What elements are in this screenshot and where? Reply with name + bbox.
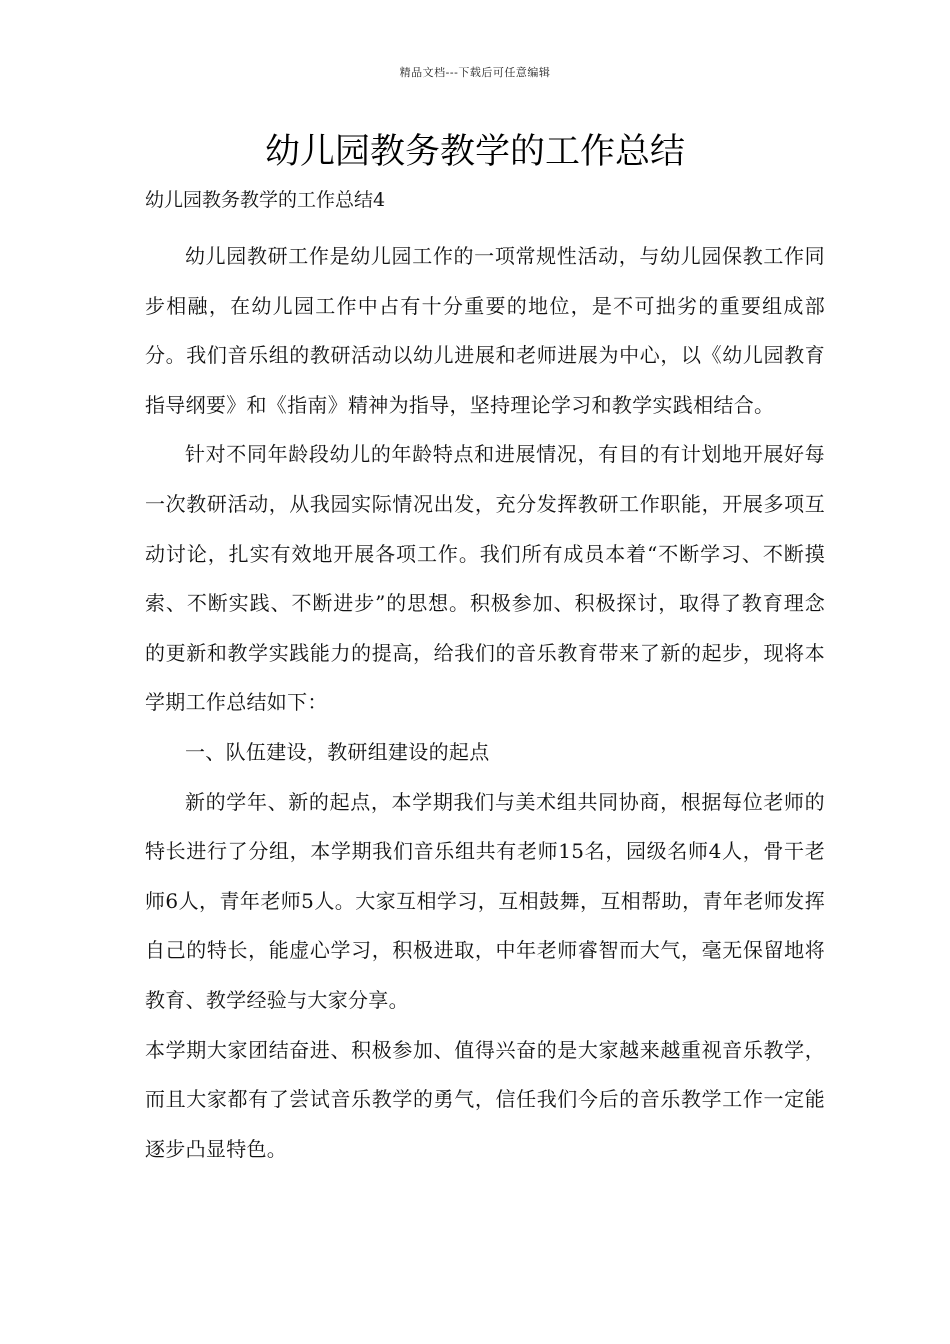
page-header: 精品文档---下载后可任意编辑: [399, 66, 551, 79]
document-title: 幼儿园教务教学的工作总结: [264, 132, 685, 172]
document-subtitle: 幼儿园教务教学的工作总结4: [145, 189, 386, 211]
paragraph-team-building: 新的学年、新的起点，本学期我们与美术组共同协商，根据每位老师的特长进行了分组，本学期我们音乐组共有老师15名，园级名师4人，骨干老师6人，青年老师5人。大家互相学习，互相鼓舞，互相帮助，青年老师发挥自己的特长，能虚心学习，积极进取，中年老师睿智而大气，毫无保留地将教育、教学经验与大家分享。: [145, 789, 825, 1012]
paragraph-team-spirit: 本学期大家团结奋进、积极参加、值得兴奋的是大家越来越重视音乐教学，而且大家都有了尝试音乐教学的勇气，信任我们今后的音乐教学工作一定能逐步凸显特色。: [145, 1037, 825, 1161]
document-body: [145, 232, 825, 1174]
paragraph-activities: 针对不同年龄段幼儿的年龄特点和进展情况，有目的有计划地开展好每一次教研活动，从我园实际情况出发，充分发挥教研工作职能，开展多项互动讨论，扎实有效地开展各项工作。我们所有成员本着“不断学习、不断摸索、不断实践、不断进步”的思想。积极参加、积极探讨，取得了教育理念的更新和教学实践能力的提高，给我们的音乐教育带来了新的起步，现将本学期工作总结如下：: [145, 442, 825, 715]
paragraph-intro: 幼儿园教研工作是幼儿园工作的一项常规性活动，与幼儿园保教工作同步相融，在幼儿园工作中占有十分重要的地位，是不可拙劣的重要组成部分。我们音乐组的教研活动以幼儿进展和老师进展为中心，以《幼儿园教育指导纲要》和《指南》精神为指导，坚持理论学习和教学实践相结合。: [145, 244, 825, 417]
section-heading-team-building: 一、队伍建设，教研组建设的起点: [185, 739, 490, 764]
